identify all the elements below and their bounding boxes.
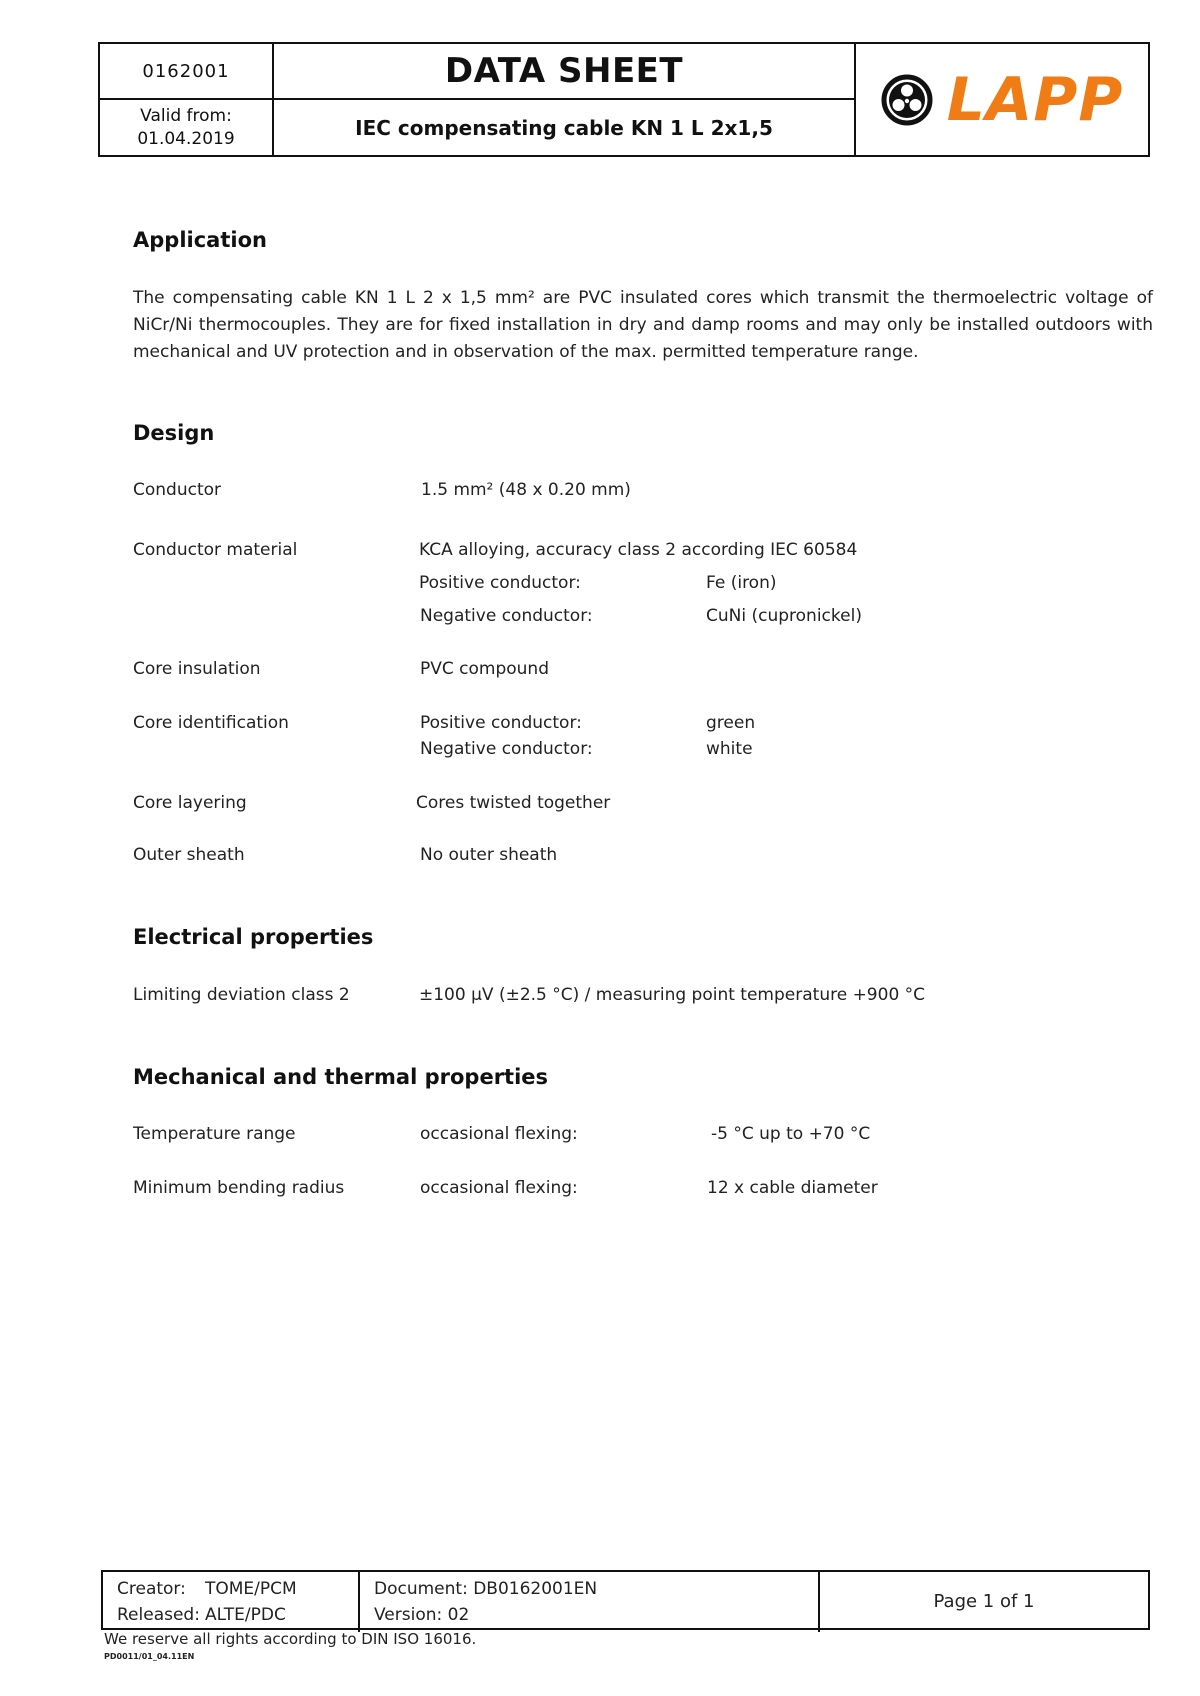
conductor-material-value: KCA alloying, accuracy class 2 according IEC 60584 [419,540,858,560]
outer-sheath-value: No outer sheath [420,845,558,865]
released-key: Released: [117,1605,200,1625]
form-code: PD0011/01_04.11EN [104,1652,195,1661]
design-heading: Design [133,421,215,445]
bending-radius-label: Minimum bending radius [133,1178,345,1198]
cable-cross-section-icon [881,74,933,126]
document-id: Document: DB0162001EN [374,1579,598,1599]
brand-logo [856,44,1148,155]
ident-positive-value: green [706,713,756,733]
core-layering-value: Cores twisted together [416,793,611,813]
page-number: Page 1 of 1 [933,1591,1035,1612]
ident-positive-label: Positive conductor: [420,713,582,733]
temperature-mode: occasional flexing: [420,1124,578,1144]
document-header [98,42,1150,157]
document-version: Version: 02 [374,1605,470,1625]
electrical-heading: Electrical properties [133,925,374,949]
outer-sheath-label: Outer sheath [133,845,245,865]
ident-negative-label: Negative conductor: [420,739,593,759]
temperature-range-value: -5 °C up to +70 °C [711,1124,871,1144]
limiting-deviation-label: Limiting deviation class 2 [133,985,350,1005]
valid-label: Valid from: [140,105,232,126]
creator-value: TOME/PCM [205,1579,297,1599]
temperature-range-label: Temperature range [133,1124,296,1144]
conductor-material-label: Conductor material [133,540,298,560]
material-positive-label: Positive conductor: [419,573,581,593]
valid-from [100,100,274,155]
doc-number: 0162001 [100,44,274,100]
bending-radius-value: 12 x cable diameter [707,1178,878,1198]
application-heading: Application [133,228,267,252]
limiting-deviation-value: ±100 µV (±2.5 °C) / measuring point temperature +900 °C [419,985,926,1005]
footer-authors [103,1572,360,1632]
conductor-value: 1.5 mm² (48 x 0.20 mm) [421,480,631,500]
document-footer [101,1570,1150,1630]
mechanical-heading: Mechanical and thermal properties [133,1065,549,1089]
page-title: DATA SHEET [274,44,856,100]
logo-text: LAPP [946,64,1124,135]
application-text: The compensating cable KN 1 L 2 x 1,5 mm² are PVC insulated cores which transmit the thermoelectric voltage of NiCr/Ni thermocouples. They are for fixed installation in dry and damp rooms and may only be installed outdoors with mechanical and UV protection and in observation of the max. permitted temperature range. [133,288,1153,362]
released-value: ALTE/PDC [205,1605,286,1625]
core-insulation-value: PVC compound [420,659,549,679]
product-subtitle: IEC compensating cable KN 1 L 2x1,5 [274,100,856,155]
material-negative-label: Negative conductor: [420,606,593,626]
bending-mode: occasional flexing: [420,1178,578,1198]
material-negative-value: CuNi (cupronickel) [706,606,862,626]
rights-notice: We reserve all rights according to DIN ISO 16016. [104,1630,477,1648]
core-insulation-label: Core insulation [133,659,261,679]
footer-document-info [360,1572,820,1632]
core-identification-label: Core identification [133,713,289,733]
material-positive-value: Fe (iron) [706,573,777,593]
conductor-label: Conductor [133,480,222,500]
creator-key: Creator: [117,1579,186,1599]
valid-date: 01.04.2019 [137,128,235,149]
core-layering-label: Core layering [133,793,247,813]
ident-negative-value: white [706,739,753,759]
